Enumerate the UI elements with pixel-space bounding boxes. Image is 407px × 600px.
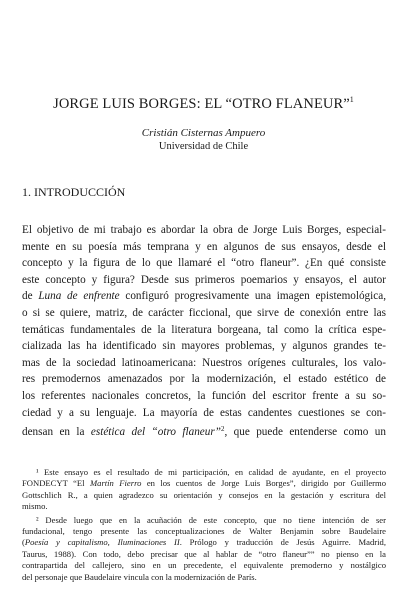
footnotes — [22, 467, 386, 585]
body-line — [22, 421, 386, 438]
body-line: temáticas fundamentales de la literatura borgeana, tal como la crítica espe- — [22, 323, 386, 336]
body-line: los referentes nacionales concretos, la función del escritor frente a su so- — [22, 389, 386, 402]
footnote-line: mismo. — [22, 501, 48, 512]
footnote-line: ¹ Este ensayo es el resultado de mi participación, en calidad de ayudante, en el proyecto — [36, 467, 386, 477]
text-run: configuró progresivamente una imagen epistemológica, — [119, 290, 386, 303]
footnote-line: Gottschlich R., a quien agradezco su orientación y consejos en la gestación y escritura del — [22, 489, 386, 500]
footnote-2 — [22, 515, 386, 583]
italic-text: Luna de enfrente — [38, 290, 120, 303]
body-line: cializada las ha identificado sin mayores problemas, y algunos grandes te- — [22, 340, 386, 353]
paper-title — [0, 95, 407, 113]
footnote-line — [22, 478, 386, 489]
body-line: o si se quiere, matriz, de carácter ficcional, que sirve de conexión entre las — [22, 306, 386, 319]
paper-title-text: JORGE LUIS BORGES: EL “OTRO FLANEUR” — [53, 96, 350, 112]
author-affiliation: Universidad de Chile — [158, 141, 249, 152]
footnote-line: contrapartida del callejero, sino en un precedente, el equivalente premoderno y nostálgico — [22, 560, 386, 571]
text-run: de — [22, 290, 39, 303]
text-run: . Prólogo y traducción de Jesús Aguirre. Madrid, — [179, 537, 386, 548]
body-line: ciedad y a su lenguaje. La mayoría de estas candentes cuestiones se con- — [22, 406, 386, 419]
body-line: este concepto y figura? Desde sus primeros poemarios y ensayos, el autor — [22, 273, 386, 286]
text-run: densan en la — [22, 426, 91, 439]
text-run: ( — [22, 537, 25, 548]
footnote-line: Taurus, 1988). Con todo, debo precisar que al hablar de “otro flaneur”” no pienso en la — [22, 548, 386, 559]
footnote-line — [22, 537, 386, 548]
body-line — [22, 288, 386, 305]
body-line: res premodernos amenazados por la modernización, el estado estético de — [22, 373, 386, 386]
text-run: en los cuentos de Jorge Luis Borges”, dirigido por Guillermo — [141, 478, 387, 489]
body-line: concepto y la figura de lo que llamaré el “otro flaneur”. ¿En qué consiste — [22, 257, 386, 270]
italic-text: Poesía y capitalismo, Iluminaciones II — [24, 537, 180, 548]
section-heading: 1. INTRODUCCIÓN — [22, 185, 126, 199]
author-name: Cristián Cisternas Ampuero — [141, 127, 266, 139]
body-line: mas de la sociedad latinoamericana: Nuestros orígenes culturales, los valo- — [22, 356, 386, 369]
text-run: FONDECYT “El — [22, 478, 90, 489]
italic-text: estética del “otro flaneur” — [90, 426, 221, 439]
body-line: mente en su poesía más temprana y en algunos de sus ensayos, desde el — [22, 240, 386, 253]
text-run: , que puede entenderse como un — [224, 426, 386, 439]
body-line: El objetivo de mi trabajo es abordar la obra de Jorge Luis Borges, especial- — [22, 224, 386, 236]
title-footnote-marker: 1 — [349, 95, 354, 104]
footnote-line: del personaje que Baudelaire vincula con la modernización de París. — [22, 571, 257, 582]
italic-text: Martín Fierro — [89, 478, 142, 489]
footnote-marker: 2 — [220, 425, 225, 434]
body-text — [22, 222, 386, 438]
footnote-line: ² Desde luego que en la acuñación de este concepto, que no tiene intención de ser — [36, 514, 386, 525]
footnote-line: fundacional, tengo presente las conceptualizaciones de Walter Benjamin sobre Baudelaire — [22, 525, 386, 536]
footnote-1 — [22, 467, 386, 513]
